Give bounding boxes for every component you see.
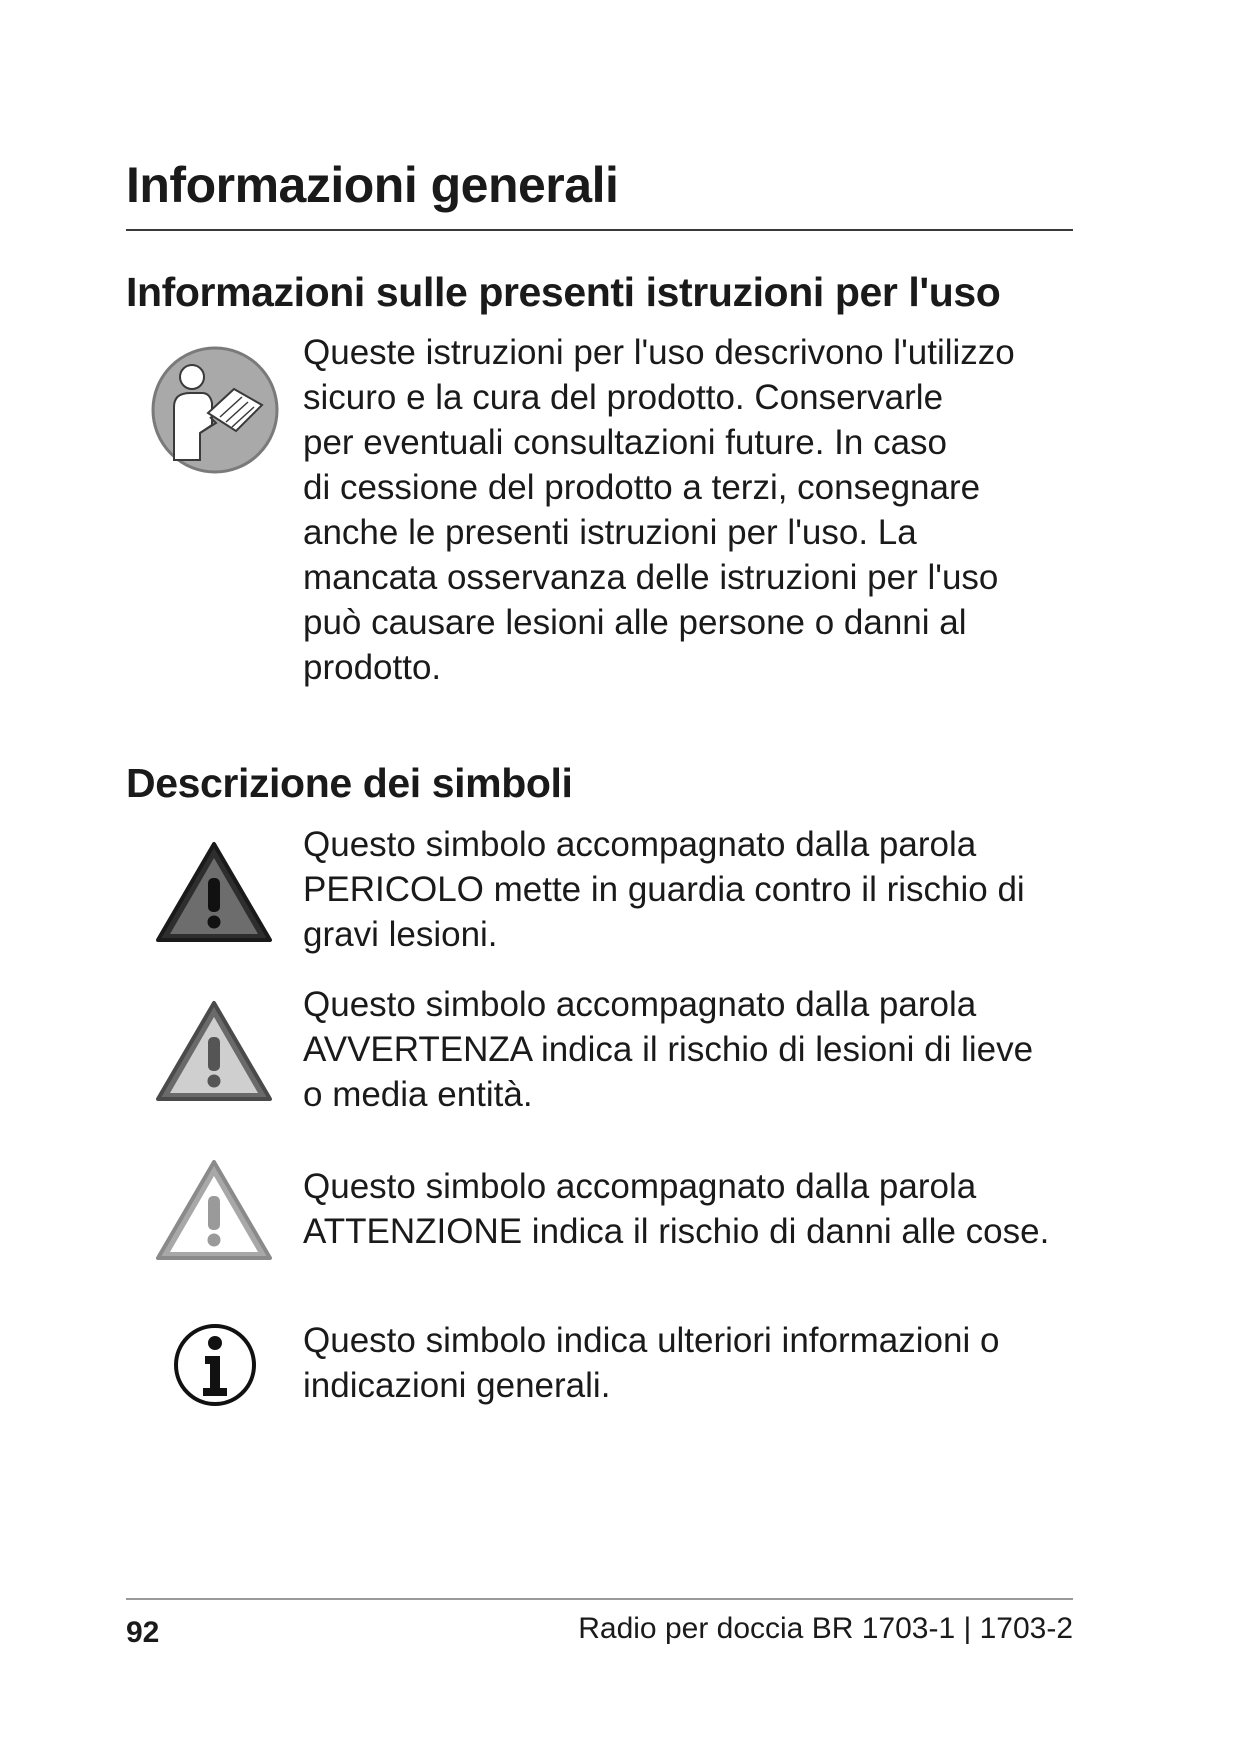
symbol-description-caution: [303, 1164, 1103, 1254]
paragraph-line: indicazioni generali.: [303, 1366, 611, 1405]
paragraph-line: gravi lesioni.: [303, 915, 498, 954]
paragraph-line: o media entità.: [303, 1075, 533, 1114]
instructions-paragraph: [303, 330, 1103, 690]
document-title: Radio per doccia BR 1703-1 | 1703-2: [578, 1612, 1073, 1645]
paragraph-line: Questo simbolo accompagnato dalla parola: [303, 825, 977, 864]
warning-triangle-icon: [152, 997, 276, 1107]
paragraph-line: Queste istruzioni per l'uso descrivono l'utilizzo: [303, 333, 1015, 372]
paragraph-line: prodotto.: [303, 648, 442, 687]
symbol-description-info: [303, 1318, 1103, 1408]
page-number: 92: [126, 1616, 160, 1649]
paragraph-line: Questo simbolo accompagnato dalla parola: [303, 1167, 977, 1206]
paragraph-line: mancata osservanza delle istruzioni per l'uso: [303, 558, 999, 597]
paragraph-line: PERICOLO mette in guardia contro il rischio di: [303, 870, 1025, 909]
read-manual-icon: [150, 345, 280, 475]
danger-triangle-icon: [152, 838, 276, 948]
paragraph-line: può causare lesioni alle persone o danni al: [303, 603, 967, 642]
paragraph-line: ATTENZIONE indica il rischio di danni alle cose.: [303, 1212, 1050, 1251]
page-heading: Informazioni generali: [126, 157, 619, 213]
info-icon: [172, 1322, 258, 1408]
caution-triangle-icon: [152, 1156, 276, 1266]
paragraph-line: di cessione del prodotto a terzi, consegnare: [303, 468, 981, 507]
symbol-description-warning: [303, 982, 1103, 1117]
paragraph-line: Questo simbolo accompagnato dalla parola: [303, 985, 977, 1024]
heading-rule: [126, 229, 1073, 231]
symbol-description-danger: [303, 822, 1103, 957]
section-title-symbols: Descrizione dei simboli: [126, 760, 573, 806]
section-title-instructions: Informazioni sulle presenti istruzioni per l'uso: [126, 269, 1001, 315]
paragraph-line: per eventuali consultazioni future. In caso: [303, 423, 947, 462]
paragraph-line: AVVERTENZA indica il rischio di lesioni di lieve: [303, 1030, 1034, 1069]
paragraph-line: anche le presenti istruzioni per l'uso. La: [303, 513, 917, 552]
footer-rule: [126, 1598, 1073, 1600]
paragraph-line: Questo simbolo indica ulteriori informazioni o: [303, 1321, 1000, 1360]
paragraph-line: sicuro e la cura del prodotto. Conservarle: [303, 378, 944, 417]
